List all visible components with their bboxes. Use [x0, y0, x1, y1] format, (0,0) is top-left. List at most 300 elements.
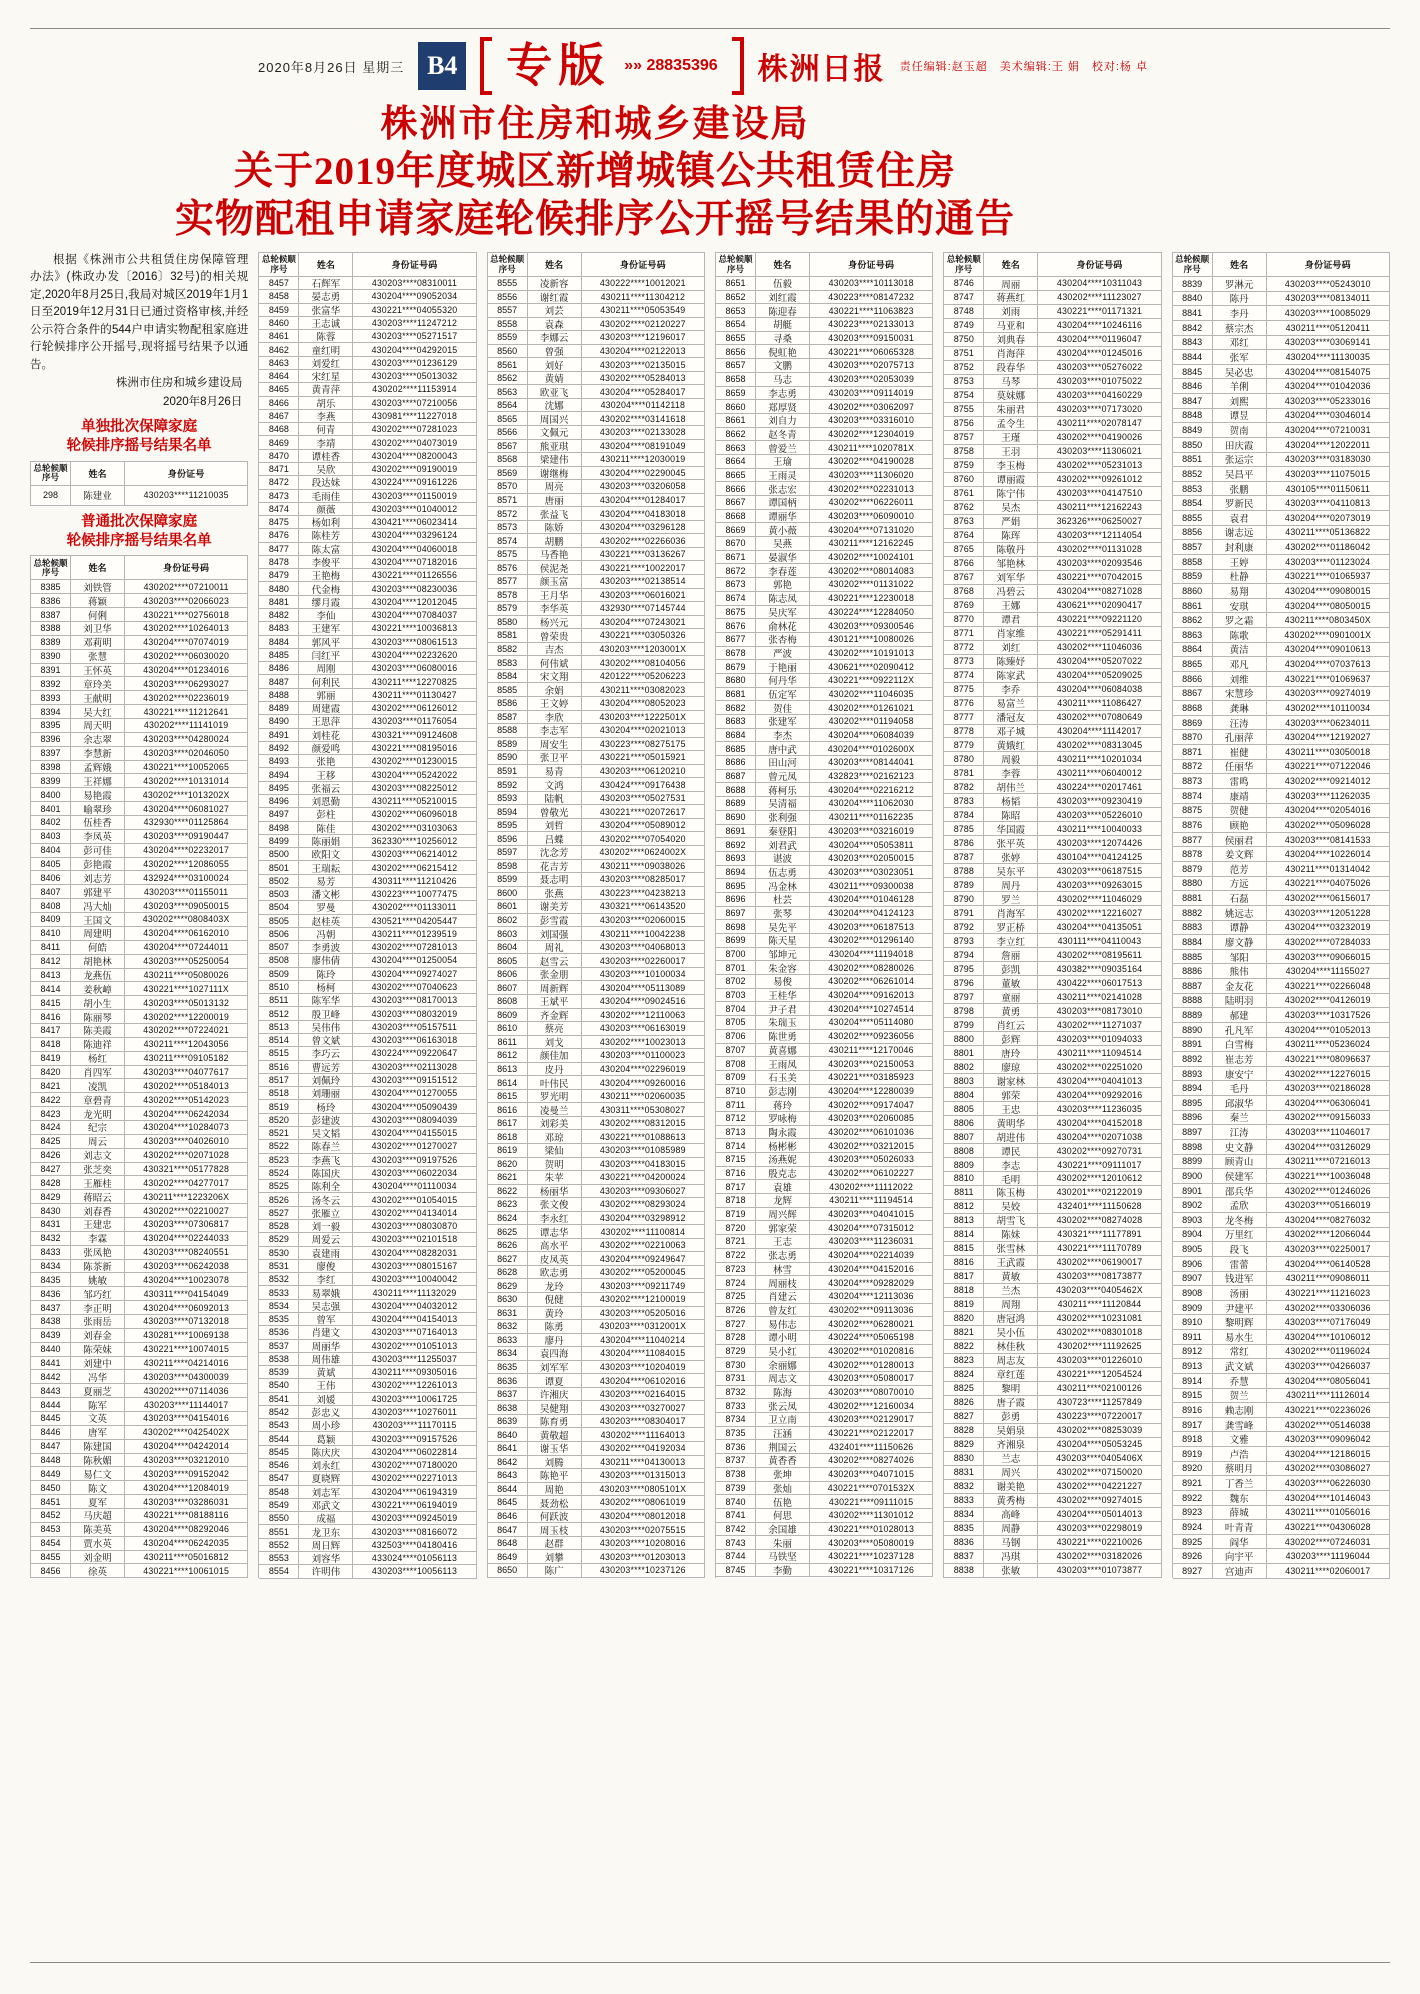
serial-cell: 8594 — [488, 805, 528, 819]
results-column-3 — [487, 252, 705, 1578]
name-cell: 周安生 — [528, 738, 582, 752]
serial-cell: 8786 — [944, 836, 984, 850]
id-cell: 430204****06081027 — [125, 802, 248, 816]
name-cell: 陈育勇 — [528, 1415, 582, 1429]
serial-cell: 8875 — [1173, 804, 1213, 819]
id-cell: 430203****02186028 — [1267, 1081, 1390, 1096]
table-row — [1173, 1111, 1390, 1126]
table-row — [1173, 365, 1390, 380]
serial-cell: 8427 — [31, 1163, 71, 1177]
id-cell: 430211****12043056 — [125, 1038, 248, 1052]
title-line-2: 关于2019年度城区新增城镇公共租赁住房 — [233, 150, 956, 194]
serial-cell: 8692 — [716, 838, 756, 852]
id-cell: 430204****01142118 — [582, 399, 705, 413]
table-row — [944, 1536, 1161, 1550]
name-cell: 谢美芳 — [528, 900, 582, 914]
name-cell: 邓凡 — [1213, 657, 1267, 672]
name-cell: 孟欣 — [1213, 1198, 1267, 1213]
table-row — [31, 1440, 248, 1454]
id-cell: 430203****10276011 — [353, 1406, 476, 1419]
id-cell: 430221****0922112X — [810, 674, 933, 688]
table-row — [716, 1263, 933, 1277]
id-cell: 430203****05226010 — [1038, 808, 1161, 822]
id-cell: 430202****08313045 — [1038, 738, 1161, 752]
serial-cell: 8920 — [1173, 1462, 1213, 1477]
id-cell: 430202****12216027 — [1038, 906, 1161, 920]
table-row — [259, 675, 476, 688]
name-cell: 周新辉 — [528, 981, 582, 995]
name-cell: 张富华 — [299, 304, 353, 317]
table-row — [488, 318, 705, 332]
serial-cell: 8701 — [716, 961, 756, 975]
name-cell: 王建忠 — [71, 1218, 125, 1232]
name-cell: 章红莲 — [984, 1368, 1038, 1382]
table-row — [1173, 1374, 1390, 1389]
name-cell: 安琪 — [1213, 599, 1267, 614]
id-cell: 430204****12186015 — [1267, 1447, 1390, 1462]
serial-cell: 8585 — [488, 683, 528, 697]
table-row — [31, 1066, 248, 1080]
serial-cell: 8512 — [259, 1007, 299, 1020]
table-row — [944, 333, 1161, 347]
normal-batch-heading-line-1: 普通批次保障家庭 — [81, 513, 198, 530]
serial-cell: 8805 — [944, 1102, 984, 1116]
id-cell: 430204****04032012 — [353, 1300, 476, 1313]
id-cell: 430221****04306028 — [1267, 1520, 1390, 1535]
id-cell: 430221****12054524 — [1038, 1368, 1161, 1382]
id-cell: 430203****02298019 — [1038, 1522, 1161, 1536]
serial-cell: 8895 — [1173, 1096, 1213, 1111]
serial-cell: 8830 — [944, 1452, 984, 1466]
serial-cell: 8695 — [716, 879, 756, 893]
id-cell: 430203****12051228 — [1267, 906, 1390, 921]
id-cell: 430203****02050015 — [810, 852, 933, 866]
name-cell: 王雨灵 — [756, 469, 810, 483]
serial-cell: 8731 — [716, 1372, 756, 1386]
id-cell: 430202****05146038 — [1267, 1418, 1390, 1433]
id-cell: 430203****09263015 — [1038, 878, 1161, 892]
id-cell: 430203****06234011 — [1267, 716, 1390, 731]
name-cell: 刘永红 — [299, 1459, 353, 1472]
name-cell: 武文斌 — [1213, 1359, 1267, 1374]
id-cell: 430203****0405462X — [1038, 1284, 1161, 1298]
serial-cell: 8755 — [944, 403, 984, 417]
id-cell: 430204****07131020 — [810, 523, 933, 537]
serial-cell: 8563 — [488, 385, 528, 399]
table-row — [488, 1401, 705, 1415]
name-cell: 贺南 — [1213, 423, 1267, 438]
id-cell: 430204****05090439 — [353, 1100, 476, 1113]
id-cell: 430204****06194319 — [353, 1486, 476, 1499]
serial-cell: 8600 — [488, 887, 528, 901]
header-id: 身份证号码 — [810, 253, 933, 277]
table-row — [31, 1038, 248, 1052]
name-cell: 陈建国 — [71, 1440, 125, 1454]
id-cell: 430211****10042238 — [582, 927, 705, 941]
table-row — [1173, 979, 1390, 994]
table-row — [944, 571, 1161, 585]
id-cell: 430211****11304212 — [582, 291, 705, 305]
id-cell: 430211****12170046 — [810, 1044, 933, 1058]
name-cell: 杨红 — [71, 1052, 125, 1066]
table-body — [716, 277, 933, 1578]
top-rule — [30, 28, 1390, 29]
name-cell: 吉杰 — [528, 643, 582, 657]
table-row — [488, 480, 705, 494]
name-cell: 荆国云 — [756, 1440, 810, 1454]
table-row — [31, 1107, 248, 1121]
table-row — [259, 1193, 476, 1206]
serial-cell: 8455 — [31, 1551, 71, 1565]
id-cell: 430221****11216023 — [1267, 1286, 1390, 1301]
name-cell: 吴姣 — [984, 1200, 1038, 1214]
id-cell: 430221****06194019 — [353, 1499, 476, 1512]
id-cell: 430211****09086011 — [1267, 1272, 1390, 1287]
name-cell: 晏淑华 — [756, 551, 810, 565]
table-row — [259, 1472, 476, 1485]
id-cell: 430202****10023013 — [582, 1036, 705, 1050]
serial-cell: 8764 — [944, 529, 984, 543]
serial-cell: 8647 — [488, 1523, 528, 1537]
table-row — [1173, 1535, 1390, 1550]
table-row — [716, 455, 933, 469]
serial-cell: 8666 — [716, 482, 756, 496]
name-cell: 罗淋元 — [1213, 277, 1267, 292]
id-cell: 430221****11170789 — [1038, 1242, 1161, 1256]
serial-cell: 8800 — [944, 1032, 984, 1046]
serial-cell: 8551 — [259, 1525, 299, 1538]
name-cell: 许湘庆 — [528, 1388, 582, 1402]
serial-cell: 8702 — [716, 975, 756, 989]
name-cell: 顾青山 — [1213, 1155, 1267, 1170]
name-cell: 王忠 — [984, 1102, 1038, 1116]
table-row — [488, 1456, 705, 1470]
table-row — [716, 729, 933, 743]
name-cell: 龙冬梅 — [1213, 1213, 1267, 1228]
name-cell: 汤丽 — [1213, 1286, 1267, 1301]
header-serial: 总轮候顺序号 — [31, 556, 71, 580]
id-cell: 430203****06016021 — [582, 589, 705, 603]
table-row — [31, 1537, 248, 1551]
serial-cell: 8514 — [259, 1034, 299, 1047]
name-cell: 胡艳林 — [71, 955, 125, 969]
table-row — [1173, 292, 1390, 307]
name-cell: 肖海萍 — [984, 347, 1038, 361]
name-cell: 张凤艳 — [71, 1246, 125, 1260]
name-cell: 郭丽 — [299, 689, 353, 702]
table-row — [31, 636, 248, 650]
table-row — [716, 332, 933, 346]
name-cell: 花吉芳 — [528, 860, 582, 874]
name-cell: 易富兰 — [984, 697, 1038, 711]
table-row — [259, 516, 476, 529]
id-cell: 430211****10201034 — [1038, 752, 1161, 766]
name-cell: 彭辉 — [984, 1032, 1038, 1046]
serial-cell: 8817 — [944, 1270, 984, 1284]
id-cell: 430204****08282031 — [353, 1247, 476, 1260]
serial-cell: 8887 — [1173, 979, 1213, 994]
name-cell: 李乔 — [984, 683, 1038, 697]
id-cell: 430221****02756018 — [125, 608, 248, 622]
table-row — [1173, 657, 1390, 672]
id-cell: 430204****07037613 — [1267, 657, 1390, 672]
id-cell: 433024****01056113 — [353, 1552, 476, 1565]
id-cell: 430203****11196044 — [1267, 1549, 1390, 1564]
id-cell: 430221****04055320 — [353, 304, 476, 317]
serial-cell: 8603 — [488, 927, 528, 941]
header-name: 姓名 — [1213, 253, 1267, 277]
id-cell: 430204****05089012 — [582, 819, 705, 833]
serial-cell: 8790 — [944, 892, 984, 906]
table-row — [259, 450, 476, 463]
serial-cell: 8562 — [488, 372, 528, 386]
id-cell: 430224****05065198 — [810, 1331, 933, 1345]
serial-cell: 8822 — [944, 1340, 984, 1354]
id-cell: 430211****09305016 — [353, 1366, 476, 1379]
table-row — [488, 1212, 705, 1226]
serial-cell: 8697 — [716, 907, 756, 921]
name-cell: 雷蕾 — [1213, 1257, 1267, 1272]
id-cell: 430221****05015921 — [582, 751, 705, 765]
name-cell: 伍毅 — [756, 277, 810, 291]
serial-cell: 8680 — [716, 674, 756, 688]
serial-cell: 8747 — [944, 291, 984, 305]
name-cell: 吴必忠 — [1213, 365, 1267, 380]
name-cell: 汤冬云 — [299, 1193, 353, 1206]
table-row — [944, 417, 1161, 431]
id-cell: 430202****12110063 — [582, 1009, 705, 1023]
name-cell: 刘红霞 — [756, 291, 810, 305]
name-cell: 吴欣 — [299, 463, 353, 476]
serial-cell: 8389 — [31, 636, 71, 650]
id-cell: 430221****03050326 — [582, 629, 705, 643]
table-row — [944, 459, 1161, 473]
table-row — [31, 858, 248, 872]
table-row — [944, 725, 1161, 739]
table-row — [488, 1063, 705, 1077]
name-cell: 贺佳 — [756, 701, 810, 715]
serial-cell: 8470 — [259, 450, 299, 463]
id-cell: 430202****01186042 — [1267, 540, 1390, 555]
serial-cell: 8844 — [1173, 350, 1213, 365]
serial-cell: 8773 — [944, 655, 984, 669]
id-cell: 430203****06080016 — [353, 662, 476, 675]
id-cell: 430203****08070010 — [810, 1386, 933, 1400]
table-row — [31, 927, 248, 941]
table-row — [1173, 453, 1390, 468]
serial-cell: 8652 — [716, 291, 756, 305]
serial-cell: 8398 — [31, 761, 71, 775]
serial-cell: 8607 — [488, 981, 528, 995]
table-row — [31, 1204, 248, 1218]
name-cell: 周天明 — [71, 719, 125, 733]
serial-cell: 8664 — [716, 455, 756, 469]
table-row — [944, 738, 1161, 752]
name-cell: 陈文 — [71, 1481, 125, 1495]
name-cell: 刘芸 — [528, 304, 582, 318]
table-row — [1173, 833, 1390, 848]
id-cell: 430203****05013132 — [125, 996, 248, 1010]
id-cell: 430211****0803450X — [1267, 613, 1390, 628]
name-cell: 李永红 — [528, 1212, 582, 1226]
id-cell: 430203****10113018 — [810, 277, 933, 291]
id-cell: 430221****06065328 — [810, 345, 933, 359]
id-cell: 430202****06280021 — [810, 1317, 933, 1331]
serial-cell: 8681 — [716, 688, 756, 702]
id-cell: 430121****10080026 — [810, 633, 933, 647]
serial-cell: 8613 — [488, 1063, 528, 1077]
name-cell: 邹阳 — [1213, 950, 1267, 965]
id-cell: 430203****07132018 — [125, 1315, 248, 1329]
table-row — [944, 557, 1161, 571]
id-cell: 430204****02296019 — [582, 1063, 705, 1077]
id-cell: 430204****08012018 — [582, 1510, 705, 1524]
name-cell: 袁君 — [1213, 511, 1267, 526]
name-cell: 胡小生 — [71, 996, 125, 1010]
table-row — [31, 1287, 248, 1301]
table-row — [716, 633, 933, 647]
id-cell: 430203****05013032 — [353, 370, 476, 383]
id-cell: 430111****04110043 — [1038, 934, 1161, 948]
table-row — [716, 1454, 933, 1468]
name-cell: 吴杰 — [984, 501, 1038, 515]
name-cell: 罗之霜 — [1213, 613, 1267, 628]
table-row — [259, 1300, 476, 1313]
header-name: 姓名 — [299, 253, 353, 277]
table-row — [1173, 1432, 1390, 1447]
name-cell: 易翠娥 — [299, 1286, 353, 1299]
id-cell: 430204****06242035 — [125, 1537, 248, 1551]
id-cell: 430202****06261014 — [810, 975, 933, 989]
serial-cell: 8464 — [259, 370, 299, 383]
name-cell: 陈海 — [756, 1386, 810, 1400]
name-cell: 夏晓辉 — [299, 1472, 353, 1485]
name-cell: 王怀英 — [71, 664, 125, 678]
table-row — [716, 510, 933, 524]
serial-cell: 8651 — [716, 277, 756, 291]
id-cell: 430211****01314042 — [1267, 862, 1390, 877]
serial-cell: 8399 — [31, 774, 71, 788]
id-cell: 430204****08200043 — [353, 450, 476, 463]
table-row — [1173, 467, 1390, 482]
id-cell: 430203****01150019 — [353, 490, 476, 503]
serial-cell: 8411 — [31, 941, 71, 955]
id-cell: 362330****10256012 — [353, 835, 476, 848]
name-cell: 王瑾 — [984, 431, 1038, 445]
name-cell: 阎华 — [1213, 1535, 1267, 1550]
name-cell: 俞林花 — [756, 619, 810, 633]
id-cell: 430203****06187515 — [1038, 864, 1161, 878]
table-row — [488, 1496, 705, 1510]
table-row — [944, 1550, 1161, 1564]
name-cell: 朱丽君 — [984, 403, 1038, 417]
serial-cell: 8577 — [488, 575, 528, 589]
id-cell: 430202****01230015 — [353, 755, 476, 768]
id-cell: 430202****0901001X — [1267, 628, 1390, 643]
id-cell: 430204****02071038 — [1038, 1130, 1161, 1144]
id-cell: 430203****10040042 — [353, 1273, 476, 1286]
id-cell: 430422****06017513 — [1038, 976, 1161, 990]
id-cell: 430203****03316010 — [810, 414, 933, 428]
table-row — [31, 885, 248, 899]
serial-cell: 8848 — [1173, 409, 1213, 424]
id-cell: 430203****03212010 — [125, 1454, 248, 1468]
name-cell: 严波 — [756, 647, 810, 661]
serial-cell: 8849 — [1173, 423, 1213, 438]
table-row — [259, 1313, 476, 1326]
table-row — [488, 575, 705, 589]
name-cell: 秦登阳 — [756, 825, 810, 839]
table-row — [259, 622, 476, 635]
name-cell: 史文静 — [1213, 1140, 1267, 1155]
table-row — [716, 1249, 933, 1263]
name-cell: 张军 — [1213, 350, 1267, 365]
id-cell: 430204****05053811 — [810, 838, 933, 852]
table-row — [944, 1060, 1161, 1074]
serial-cell: 8589 — [488, 738, 528, 752]
table-row — [31, 580, 248, 594]
table-row — [488, 1550, 705, 1564]
serial-cell: 8637 — [488, 1388, 528, 1402]
serial-cell: 8696 — [716, 893, 756, 907]
table-row — [31, 1301, 248, 1315]
id-cell: 430204****05209025 — [1038, 669, 1161, 683]
results-table — [1172, 252, 1390, 1578]
serial-cell: 8573 — [488, 521, 528, 535]
table-row — [1173, 760, 1390, 775]
table-row — [259, 954, 476, 967]
serial-cell: 8806 — [944, 1116, 984, 1130]
id-cell: 430204****03232019 — [1267, 921, 1390, 936]
serial-cell: 8769 — [944, 599, 984, 613]
id-cell: 430203****05233016 — [1267, 394, 1390, 409]
table-row — [716, 907, 933, 921]
table-row — [488, 1469, 705, 1483]
name-cell: 谭民 — [984, 1144, 1038, 1158]
table-row — [716, 825, 933, 839]
table-row — [259, 1286, 476, 1299]
name-cell: 李蓉 — [984, 766, 1038, 780]
id-cell: 430204****04292015 — [353, 343, 476, 356]
table-row — [259, 383, 476, 396]
table-row — [716, 291, 933, 305]
id-cell: 430382****09035164 — [1038, 962, 1161, 976]
id-cell: 430202****11123027 — [1038, 291, 1161, 305]
table-row — [488, 1428, 705, 1442]
id-cell: 430202****06226011 — [810, 496, 933, 510]
table-row — [716, 1317, 933, 1331]
table-row — [488, 345, 705, 359]
table-row — [944, 1270, 1161, 1284]
table-row — [31, 733, 248, 747]
serial-cell: 8501 — [259, 861, 299, 874]
id-cell: 430202****11046035 — [810, 688, 933, 702]
table-row — [488, 1225, 705, 1239]
notice-body — [30, 252, 248, 411]
serial-cell: 8641 — [488, 1442, 528, 1456]
name-cell: 姜秋嶂 — [71, 982, 125, 996]
name-cell: 邓红 — [1213, 336, 1267, 351]
name-cell: 邓莉明 — [71, 636, 125, 650]
id-cell: 430224****02017461 — [1038, 780, 1161, 794]
serial-cell: 8795 — [944, 962, 984, 976]
table-row — [716, 756, 933, 770]
id-cell: 430204****02054016 — [1267, 804, 1390, 819]
table-row — [1173, 701, 1390, 716]
table-row — [488, 900, 705, 914]
id-cell: 430204****07074019 — [125, 636, 248, 650]
serial-cell: 8415 — [31, 996, 71, 1010]
